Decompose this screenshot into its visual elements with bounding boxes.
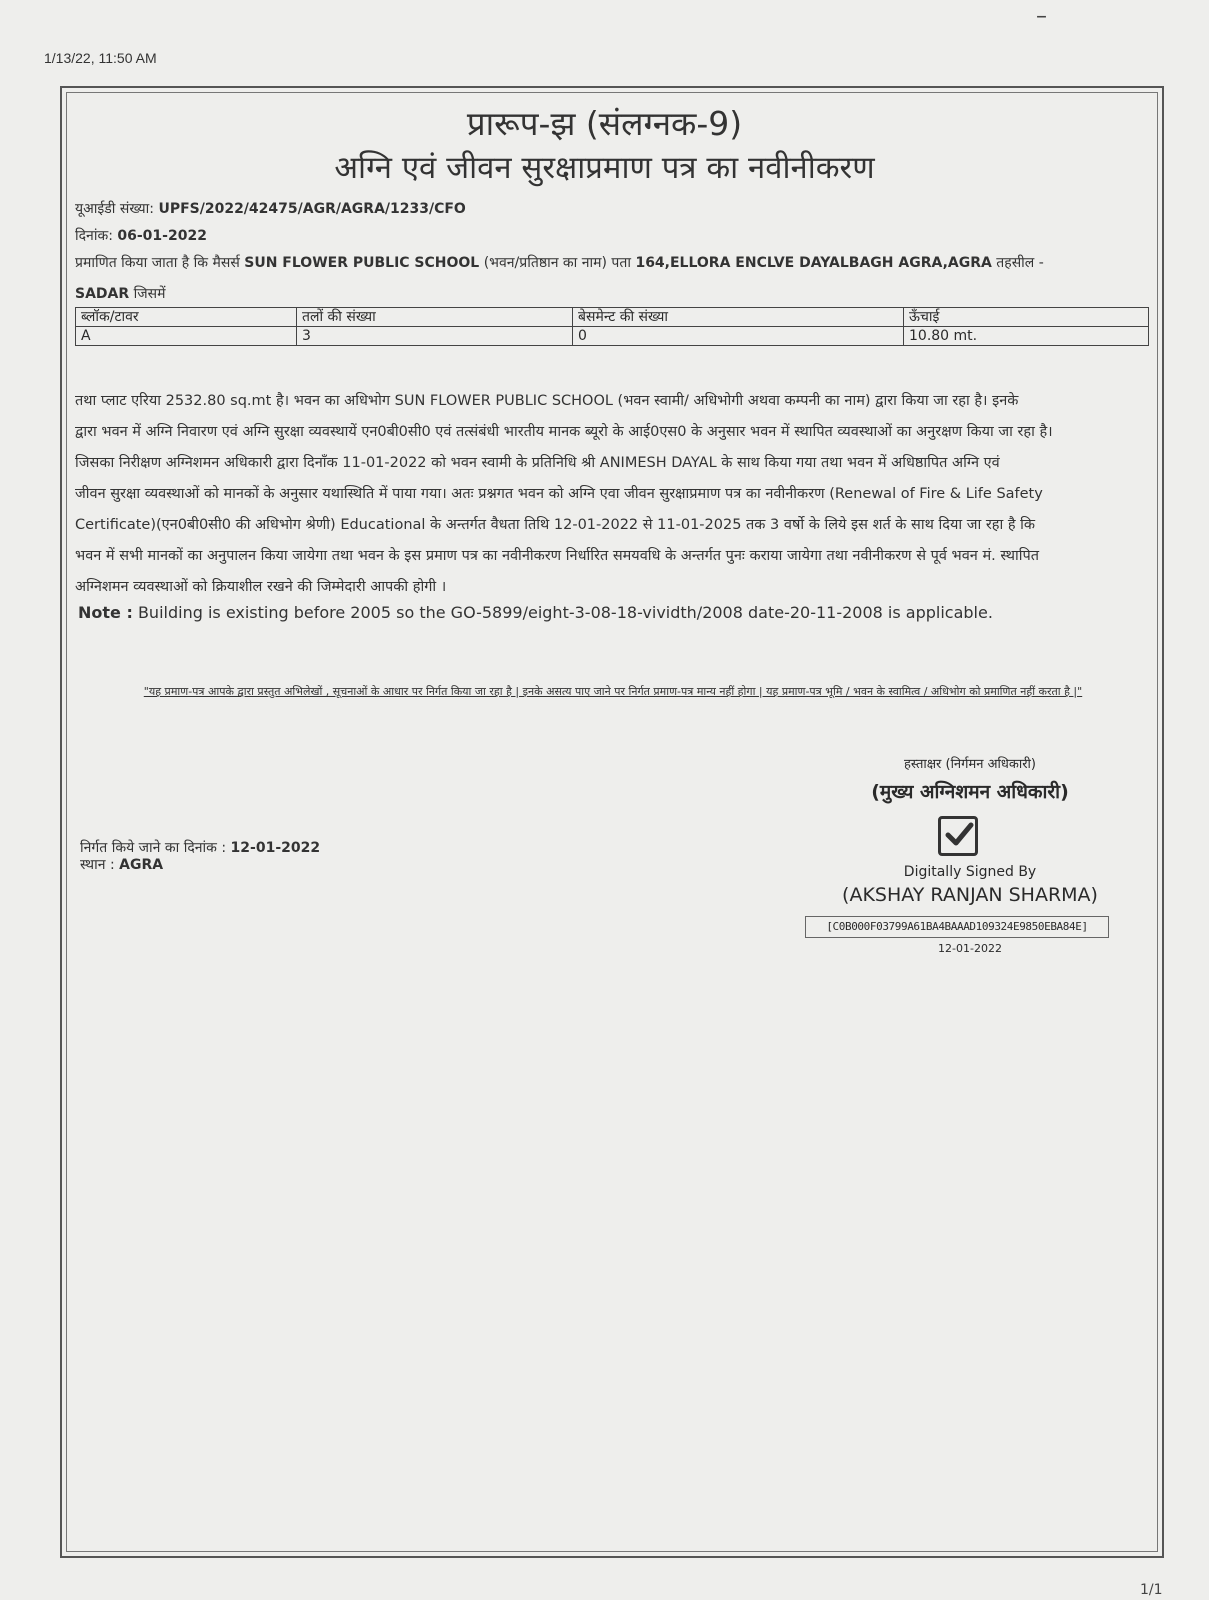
- body-line: द्वारा भवन में अग्नि निवारण एवं अग्नि सुरक्षा व्यवस्थायें एन0बी0सी0 एवं तत्संबंधी भारतीय मानक ब्यूरो के आई0एस0 के अनुसार भवन में स्थापित व्यवस्थाओं का अनुरक्षण किया जा रहा है।: [75, 424, 1053, 440]
- tehsil: SADAR: [75, 286, 130, 302]
- note-text: Building is existing before 2005 so the GO-5899/eight-3-08-18-vividth/2008 date-20-11-2008 is applicable.: [137, 603, 993, 622]
- body-line: अग्निशमन व्यवस्थाओं को क्रियाशील रखने की जिम्मेदारी आपकी होगी ।: [75, 579, 447, 595]
- certificate-body: [75, 386, 1149, 603]
- building-table: [75, 307, 1149, 346]
- page-number: 1/1: [1140, 1582, 1163, 1598]
- uid-value: UPFS/2022/42475/AGR/AGRA/1233/CFO: [158, 201, 466, 217]
- note-label: Note :: [78, 603, 133, 622]
- issue-place-line: [80, 855, 163, 874]
- cell-block: A: [76, 327, 297, 346]
- top-mark: –: [1036, 4, 1047, 29]
- certificate-subtitle: अग्नि एवं जीवन सुरक्षाप्रमाण पत्र का नवीनीकरण: [334, 150, 875, 186]
- cell-floors: 3: [297, 327, 573, 346]
- signature-date: 12-01-2022: [938, 942, 1002, 955]
- school-name: SUN FLOWER PUBLIC SCHOOL: [244, 255, 480, 271]
- officer-designation: (मुख्य अग्निशमन अधिकारी): [871, 781, 1069, 803]
- tehsil-tail: जिसमें: [133, 286, 166, 302]
- certify-prefix: प्रमाणित किया जाता है कि मैसर्स: [75, 255, 240, 271]
- certify-suffix: तहसील -: [996, 255, 1044, 271]
- certify-line: [75, 253, 1044, 272]
- body-line: Certificate)(एन0बी0सी0 की अधिभोग श्रेणी) Educational के अन्तर्गत वैधता तिथि 12-01-2022 से 11-01-2025 तक 3 वर्षो के लिये इस शर्त के साथ दिया जा रहा है कि: [75, 517, 1036, 533]
- header-floors: तलों की संख्या: [297, 308, 573, 327]
- table-row: [76, 327, 1149, 346]
- issue-place-label: स्थान :: [80, 857, 115, 873]
- issue-place-value: AGRA: [119, 857, 164, 873]
- date-value: 06-01-2022: [117, 228, 207, 244]
- uid-line: [75, 199, 466, 218]
- tehsil-line: [75, 284, 165, 303]
- address: 164,ELLORA ENCLVE DAYALBAGH AGRA,AGRA: [635, 255, 992, 271]
- print-timestamp: 1/13/22, 11:50 AM: [44, 50, 157, 66]
- date-line: [75, 226, 207, 245]
- body-line: भवन में सभी मानकों का अनुपालन किया जायेगा तथा भवन के इस प्रमाण पत्र का नवीनीकरण निर्धारित समयवधि के अन्तर्गत पुनः कराया जायेगा तथा नवीनीकरण से पूर्व भवन मं. स्थापित: [75, 548, 1039, 564]
- header-block: ब्लॉक/टावर: [76, 308, 297, 327]
- body-line: तथा प्लाट एरिया 2532.80 sq.mt है। भवन का अधिभोग SUN FLOWER PUBLIC SCHOOL (भवन स्वामी/ अधिभोगी अथवा कम्पनी का नाम) द्वारा किया जा रहा है। इनके: [75, 393, 1019, 409]
- form-title: प्रारूप-झ (संलग्नक-9): [466, 104, 743, 143]
- signer-name: (AKSHAY RANJAN SHARMA): [842, 884, 1098, 906]
- cell-height: 10.80 mt.: [904, 327, 1149, 346]
- date-label: दिनांक:: [75, 228, 113, 244]
- signature-label: हस्ताक्षर (निर्गमन अधिकारी): [903, 757, 1036, 772]
- issue-date-label: निर्गत किये जाने का दिनांक :: [80, 840, 227, 856]
- disclaimer: "यह प्रमाण-पत्र आपके द्वारा प्रस्तुत अभिलेखों , सूचनाओं के आधार पर निर्गत किया जा रहा है | इनके असत्य पाए जाने पर निर्गत प्रमाण-पत्र मान्य नहीं होगा | यह प्रमाण-पत्र भूमि / भवन के स्वामित्व / अधिभोग को प्रमाणित नहीं करता है |": [143, 685, 1083, 698]
- body-line: जीवन सुरक्षा व्यवस्थाओं को मानकों के अनुसार यथास्थिति में पाया गया। अतः प्रश्नगत भवन को अग्नि एवा जीवन सुरक्षाप्रमाण पत्र का नवीनीकरण (Renewal of Fire & Life Safety: [75, 486, 1043, 502]
- cell-basements: 0: [573, 327, 904, 346]
- digital-signature-check-icon: [938, 816, 978, 856]
- header-basements: बेसमेन्ट की संख्या: [573, 308, 904, 327]
- table-header-row: [76, 308, 1149, 327]
- body-line: जिसका निरीक्षण अग्निशमन अधिकारी द्वारा दिनाँक 11-01-2022 को भवन स्वामी के प्रतिनिधि श्री ANIMESH DAYAL के साथ किया गया तथा भवन में अधिष्ठापित अग्नि एवं: [75, 455, 1000, 471]
- certify-mid: (भवन/प्रतिष्ठान का नाम) पता: [483, 255, 631, 271]
- note: [78, 603, 993, 622]
- header-height: ऊँचाई: [904, 308, 1149, 327]
- signed-by-label: Digitally Signed By: [903, 864, 1037, 880]
- issue-date-value: 12-01-2022: [230, 840, 321, 856]
- signature-hash: [C0B000F03799A61BA4BAAAD109324E9850EBA84E]: [805, 916, 1109, 938]
- uid-label: यूआईडी संख्या:: [75, 201, 154, 217]
